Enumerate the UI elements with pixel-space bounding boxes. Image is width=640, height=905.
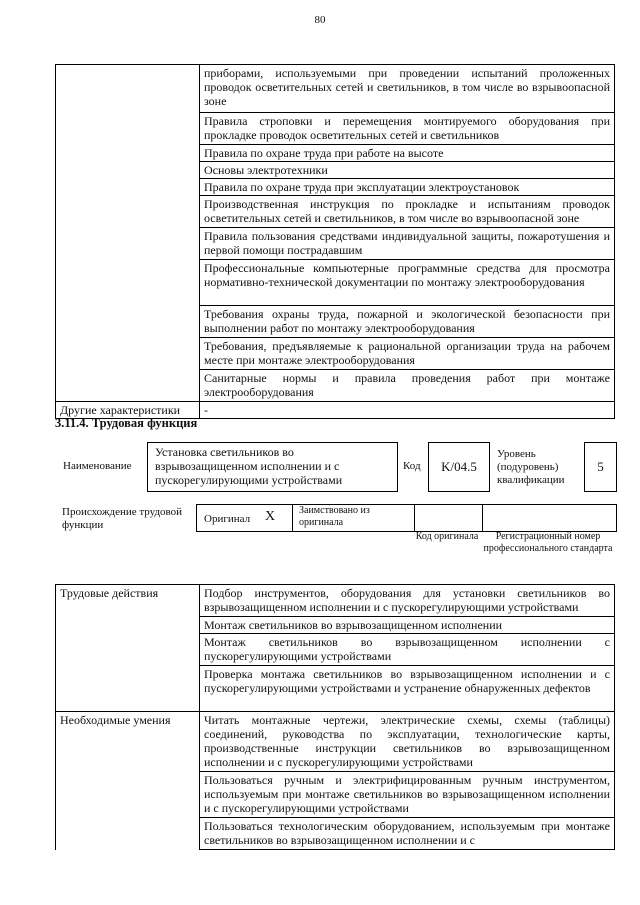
- row-label: [56, 338, 200, 370]
- row-label: [56, 162, 200, 179]
- row-label: [56, 260, 200, 306]
- row-label: [56, 145, 200, 162]
- row-label: [56, 196, 200, 228]
- code-caption: Код оригинала: [415, 531, 479, 542]
- row-text: Требования, предъявляемые к рациональной организации труда на рабочем месте при монтаже электрооборудования: [200, 338, 615, 370]
- table-row: [56, 228, 615, 260]
- row-text: Правила по охране труда при эксплуатации электроустановок: [200, 179, 615, 196]
- row-text: Санитарные нормы и правила проведения работ при монтаже электрооборудования: [200, 370, 615, 402]
- table-row: [56, 65, 615, 113]
- table-row: [56, 196, 615, 228]
- code-value: K/04.5: [441, 459, 477, 474]
- code-label: Код: [403, 460, 421, 472]
- name-value-box: [147, 442, 398, 492]
- row-text: Профессиональные компьютерные программные средства для просмотра нормативно-технической документации по монтажу электрооборудования: [200, 260, 615, 306]
- row-text: приборами, используемыми при проведении испытаний проложенных проводок осветительных сетей и светильников, в том числе во взрывоопасной зоне: [200, 65, 615, 113]
- table-row: [56, 179, 615, 196]
- row-text: Монтаж светильников во взрывозащищенном исполнении: [200, 617, 615, 634]
- row-text: Правила строповки и перемещения монтируемого оборудования при прокладке проводок осветительных сетей и светильников: [200, 113, 615, 145]
- row-label: [56, 666, 200, 712]
- row-text: Основы электротехники: [200, 162, 615, 179]
- row-label: [56, 306, 200, 338]
- row-label: [56, 179, 200, 196]
- level-label: Уровень (подуровень) квалификации: [497, 448, 565, 486]
- row-label: Другие характеристики: [56, 402, 200, 419]
- origin-label: Происхождение трудовой функции: [62, 506, 183, 531]
- row-label: [56, 228, 200, 260]
- code-value-box: [428, 442, 490, 492]
- table-row: [56, 666, 615, 712]
- table-row: [56, 818, 615, 850]
- row-label: Необходимые умения: [56, 712, 200, 772]
- row-text: Производственная инструкция по прокладке и испытаниям проводок осветительных сетей и светильников, в том числе во взрывоопасной зоне: [200, 196, 615, 228]
- table-row: [56, 772, 615, 818]
- row-label: [56, 617, 200, 634]
- row-text: Требования охраны труда, пожарной и экологической безопасности при выполнении работ по монтажу электрооборудования: [200, 306, 615, 338]
- row-label: [56, 65, 200, 113]
- row-label: [56, 818, 200, 850]
- row-label: [56, 370, 200, 402]
- row-label: [56, 634, 200, 666]
- table-row: [56, 634, 615, 666]
- row-text: Пользоваться технологическим оборудованием, используемым при монтаже светильников во взрывозащищенном исполнении и с: [200, 818, 615, 850]
- row-text: Подбор инструментов, оборудования для установки светильников во взрывозащищенном исполнении и с пускорегулирующими устройствами: [200, 585, 615, 617]
- row-label: Трудовые действия: [56, 585, 200, 617]
- table-row: [56, 712, 615, 772]
- table-row: [56, 370, 615, 402]
- row-text: Правила пользования средствами индивидуальной защиты, пожаротушения и первой помощи пострадавшим: [200, 228, 615, 260]
- table-row: [56, 306, 615, 338]
- row-text: Читать монтажные чертежи, электрические схемы, схемы (таблицы) соединений, руководства по эксплуатации, технологические карты, производственные инструкции светильников во взрывозащищенном исполнении и с пускорегулирующими устройствами: [200, 712, 615, 772]
- row-label: [56, 113, 200, 145]
- bottom-requirements-table: [55, 584, 615, 850]
- section-heading: 3.11.4. Трудовая функция: [55, 416, 198, 430]
- row-label: [56, 772, 200, 818]
- row-text: -: [200, 402, 615, 419]
- table-row: [56, 260, 615, 306]
- row-text: Правила по охране труда при работе на высоте: [200, 145, 615, 162]
- name-label: Наименование: [63, 460, 132, 472]
- page-number: 80: [314, 14, 326, 26]
- top-requirements-table: [55, 64, 615, 419]
- level-value: 5: [597, 459, 604, 474]
- table-row: [56, 162, 615, 179]
- original-mark: X: [265, 509, 276, 524]
- table-row: [56, 617, 615, 634]
- original-label: Оригинал: [204, 513, 251, 525]
- table-row: [56, 145, 615, 162]
- reg-caption: Регистрационный номер профессионального стандарта: [483, 531, 613, 554]
- table-row: [56, 113, 615, 145]
- row-text: Пользоваться ручным и электрифицированным ручным инструментом, используемым при монтаже светильников во взрывозащищенном исполнении и с пускорегулирующими устройствами: [200, 772, 615, 818]
- borrowed-label: Заимствовано из оригинала: [299, 505, 370, 528]
- level-value-box: [584, 442, 617, 492]
- table-row: [56, 338, 615, 370]
- table-row: [56, 585, 615, 617]
- row-text: Проверка монтажа светильников во взрывозащищенном исполнении и с пускорегулирующими устройствами и устранение обнаруженных дефектов: [200, 666, 615, 712]
- name-value: Установка светильников во взрывозащищенном исполнении и с пускорегулирующими устройствами: [155, 445, 343, 487]
- row-text: Монтаж светильников во взрывозащищенном исполнении с пускорегулирующими устройствами: [200, 634, 615, 666]
